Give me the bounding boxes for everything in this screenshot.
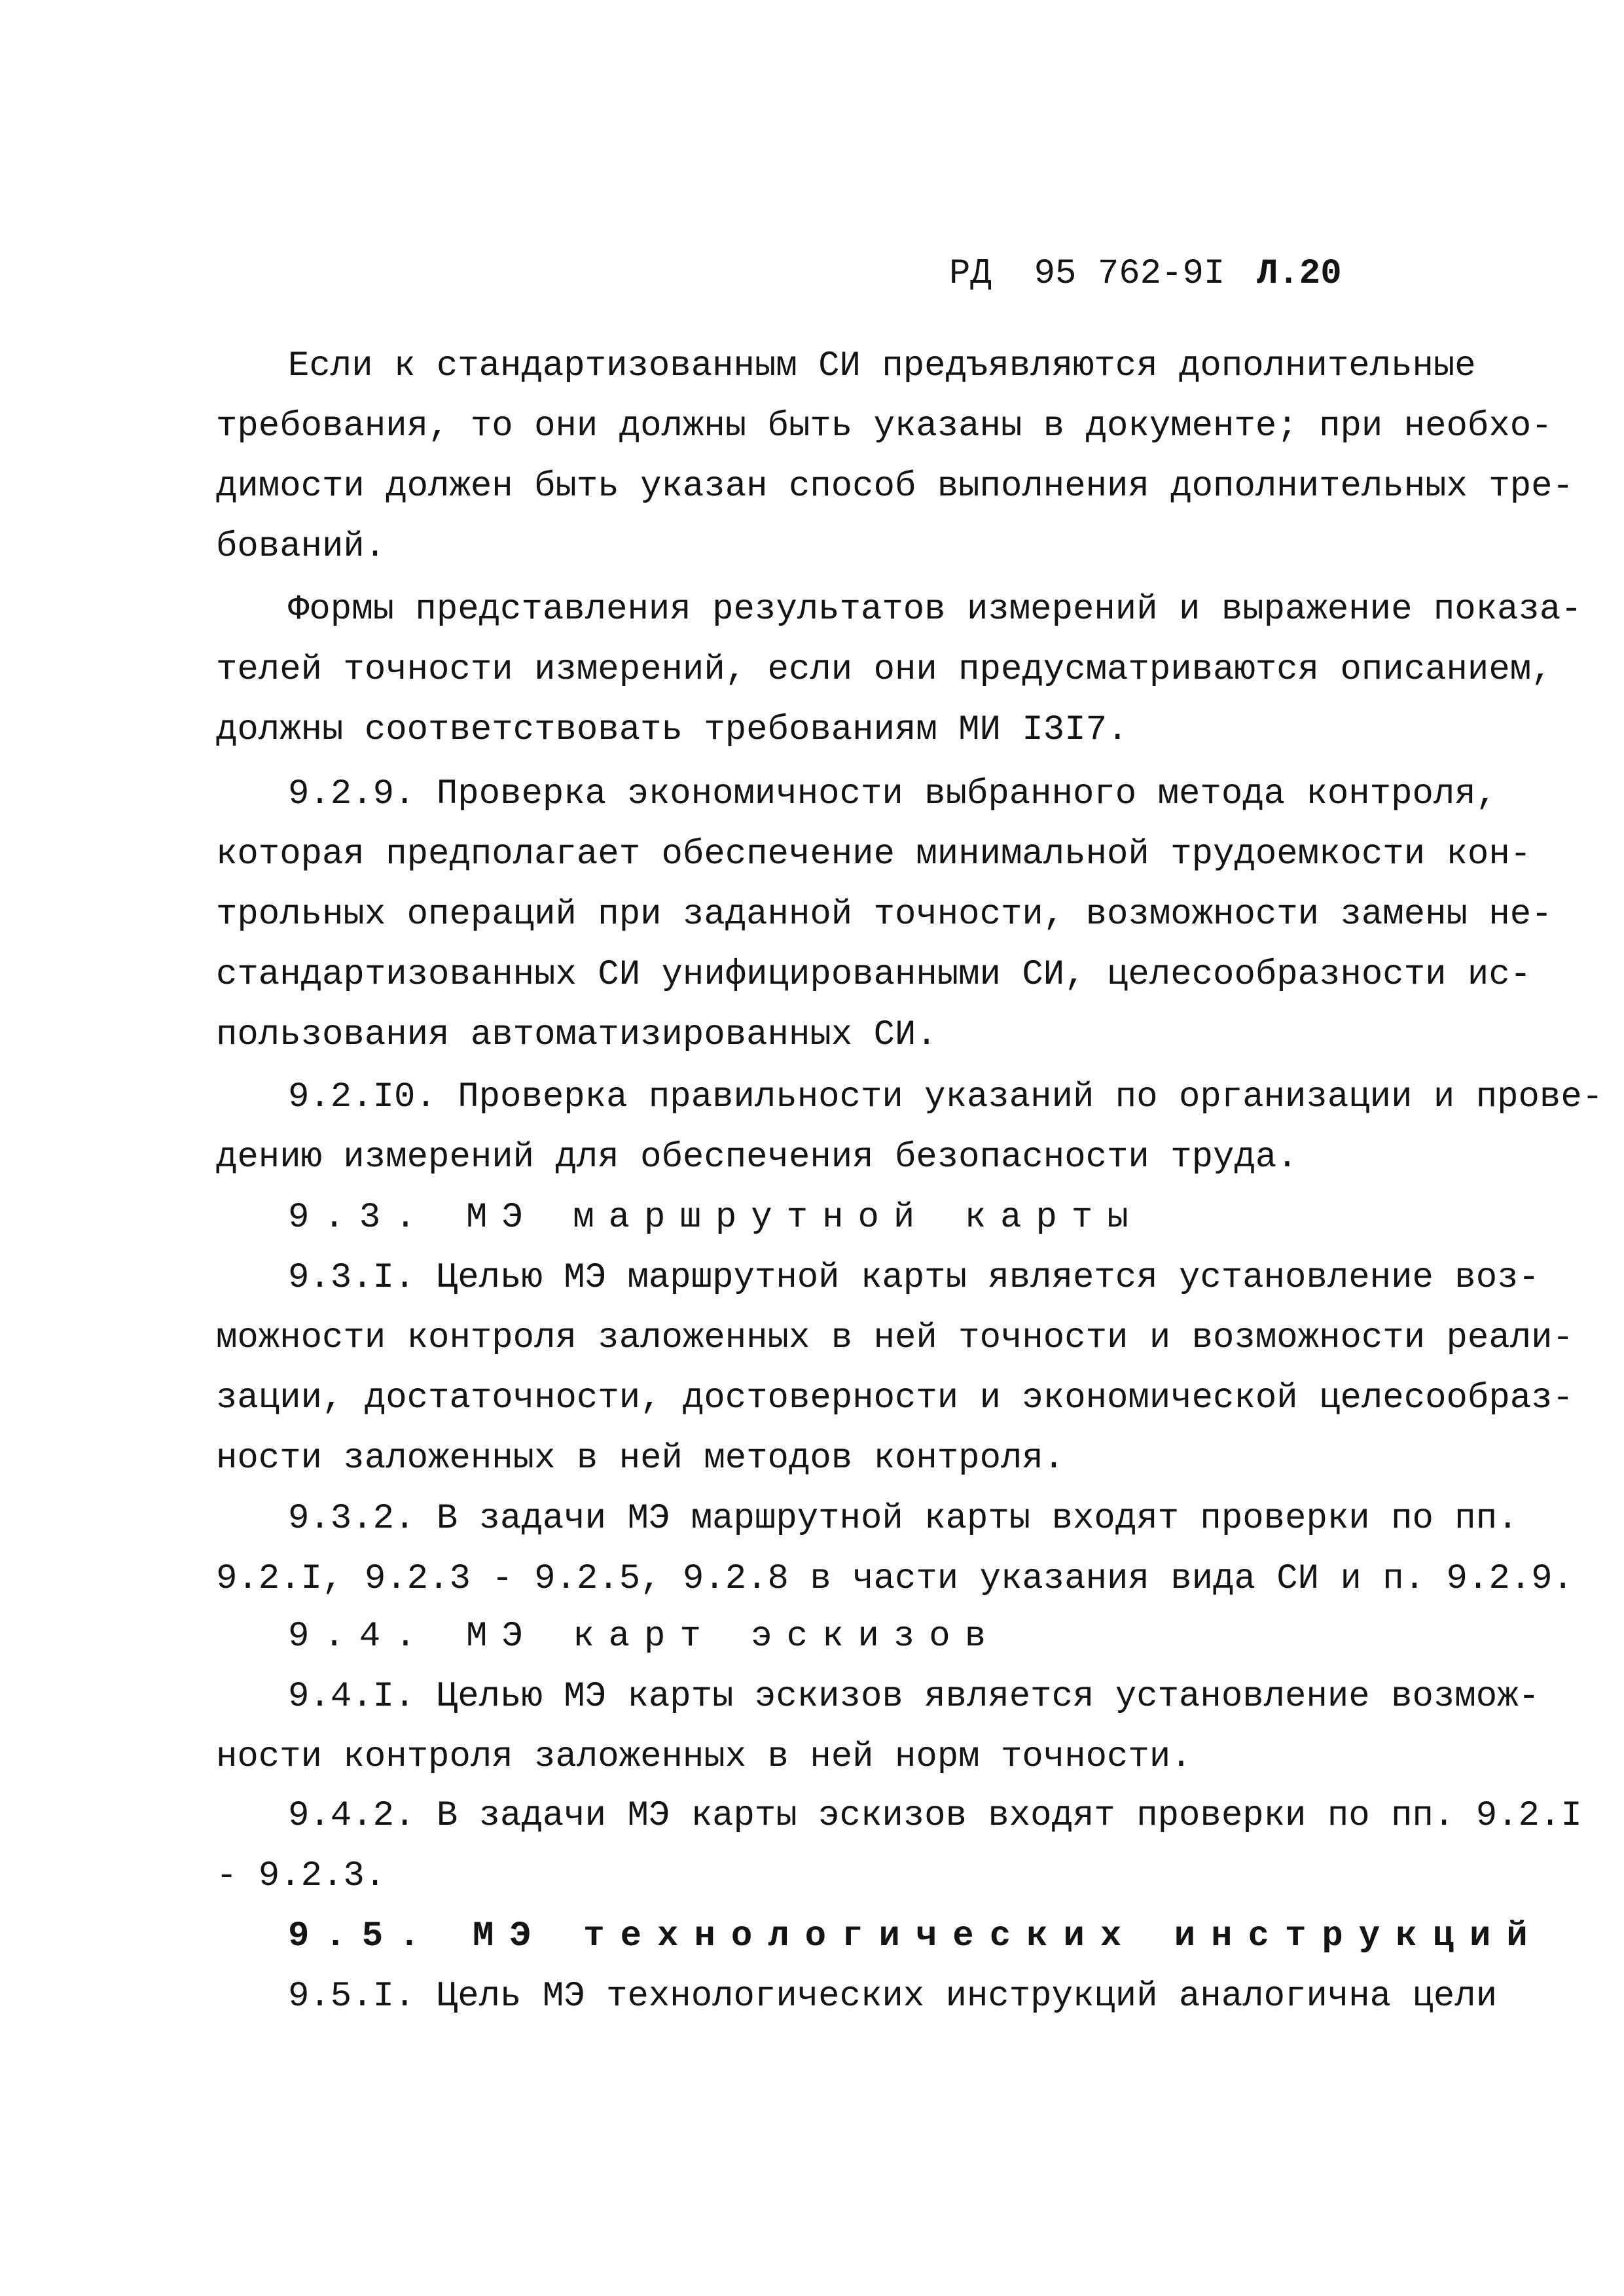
text-line: пользования автоматизированных СИ. — [216, 1015, 937, 1055]
text-line: ности заложенных в ней методов контроля. — [216, 1439, 1065, 1479]
text-line: Формы представления результатов измерений и выражение показа- — [288, 590, 1582, 630]
text-line: требования, то они должны быть указаны в документе; при необхо- — [216, 406, 1553, 446]
text-line: димости должен быть указан способ выполнения дополнительных тре- — [216, 467, 1574, 507]
text-line: 9.3.I. Целью МЭ маршрутной карты является установление воз- — [288, 1258, 1540, 1298]
section-heading: 9.5. МЭ технологических инструкций — [288, 1916, 1543, 1956]
text-line: 9.4.2. В задачи МЭ карты эскизов входят проверки по пп. 9.2.I — [288, 1796, 1582, 1836]
text-line: дению измерений для обеспечения безопасности труда. — [216, 1138, 1298, 1177]
text-line: стандартизованных СИ унифицированными СИ, целесообразности ис- — [216, 955, 1532, 995]
sheet-number: Л.20 — [1257, 254, 1342, 294]
text-line: должны соответствовать требованиям МИ I3I7. — [216, 710, 1128, 750]
text-line: 9.5.I. Цель МЭ технологических инструкций аналогична цели — [288, 1977, 1498, 2017]
section-heading: 9.3. МЭ маршрутной карты — [288, 1198, 1143, 1238]
text-line: - 9.2.3. — [216, 1856, 386, 1896]
text-line: которая предполагает обеспечение минимальной трудоемкости кон- — [216, 834, 1532, 874]
text-line: 9.2.9. Проверка экономичности выбранного метода контроля, — [288, 774, 1498, 814]
text-line: 9.2.I, 9.2.3 - 9.2.5, 9.2.8 в части указания вида СИ и п. 9.2.9. — [216, 1559, 1574, 1599]
text-line: можности контроля заложенных в ней точности и возможности реали- — [216, 1318, 1574, 1358]
text-line: бований. — [216, 527, 386, 567]
text-line: 9.3.2. В задачи МЭ маршрутной карты входят проверки по пп. — [288, 1499, 1519, 1539]
text-line: трольных операций при заданной точности, возможности замены не- — [216, 895, 1553, 935]
document-code: РД 95 762-9I — [949, 254, 1225, 294]
text-line: зации, достаточности, достоверности и экономической целесообраз- — [216, 1378, 1574, 1418]
text-line: Если к стандартизованным СИ предъявляются дополнительные — [288, 346, 1476, 386]
text-line: 9.2.I0. Проверка правильности указаний по организации и прове- — [288, 1077, 1604, 1117]
text-line: ности контроля заложенных в ней норм точности. — [216, 1737, 1192, 1777]
section-heading: 9.4. МЭ карт эскизов — [288, 1617, 1001, 1657]
page-header — [949, 254, 1355, 313]
text-line: 9.4.I. Целью МЭ карты эскизов является установление возмож- — [288, 1677, 1540, 1717]
text-line: телей точности измерений, если они предусматриваются описанием, — [216, 650, 1553, 690]
